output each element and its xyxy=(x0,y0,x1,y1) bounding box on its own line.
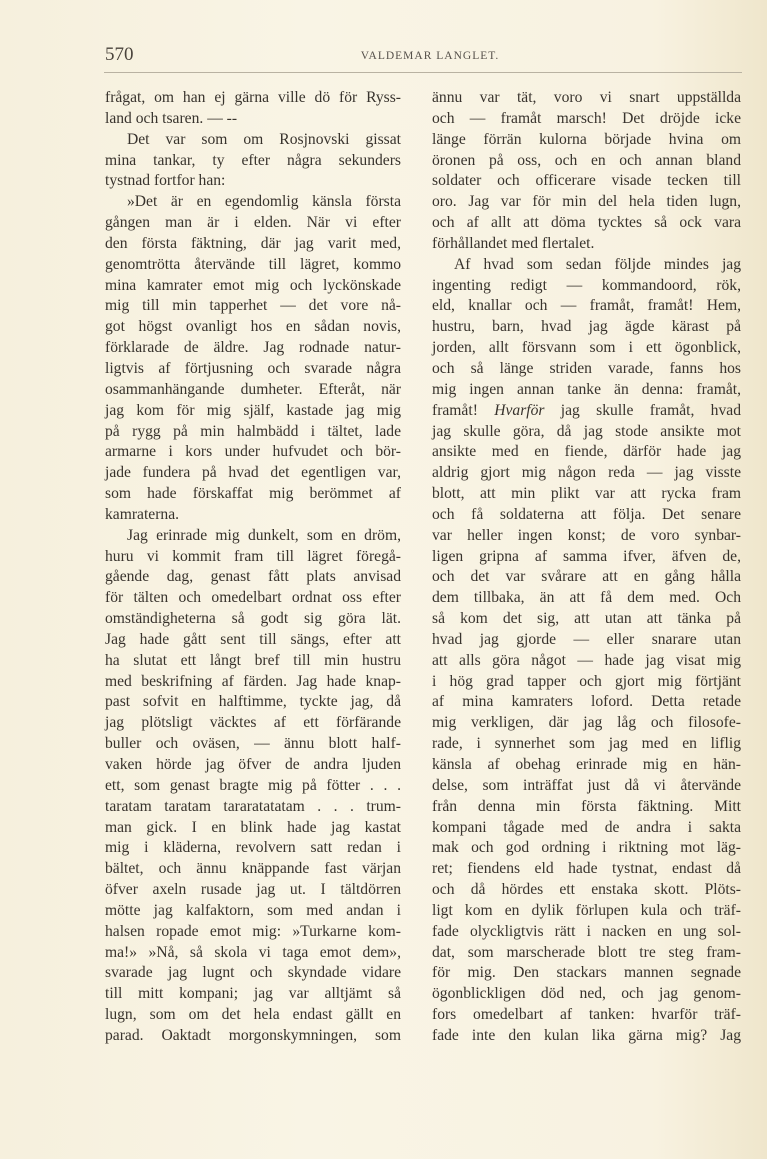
text-line: got högst ovanligt hos en sådan novis, xyxy=(105,318,401,336)
text-line: halsen ropade emot mig: »Turkarne kom- xyxy=(105,922,401,940)
header-rule xyxy=(104,72,742,73)
text-line: rade, i synnerhet som jag med en liflig xyxy=(432,735,741,753)
text-line: så kom det sig, att utan att tänka på xyxy=(432,610,741,628)
text-line: »Det är en egendomlig känsla första xyxy=(127,193,401,211)
text-line: tystnad fortfor han: xyxy=(105,172,226,190)
text-line: ligt kom en dylik förlupen kula och träf- xyxy=(432,901,741,919)
text-line: eld, knallar och — framåt, framåt! Hem, xyxy=(432,297,741,315)
text-line: Af hvad som sedan följde mindes jag xyxy=(454,255,741,273)
text-line: genomtrötta återvände till lägret, kommo xyxy=(105,255,401,273)
text-line: dem tillbaka, än att få dem med. Och xyxy=(432,589,741,607)
text-line: buller och oväsen, — ännu blott half- xyxy=(105,735,401,753)
text-line: öronen på oss, och en och annan bland xyxy=(432,151,741,169)
text-line: på rygg på min halmbädd i tältet, lade xyxy=(105,422,401,440)
text-line: förhållandet med flertalet. xyxy=(432,234,595,252)
text-line: ha slutat ett långt bref till min hustru xyxy=(105,651,401,669)
text-line: från denna min första fäktning. Mitt xyxy=(432,797,741,815)
text-line: ligen gripna af samma ifver, äfven de, xyxy=(432,547,741,565)
text-line: ögonblickligen död ned, och jag genom- xyxy=(432,985,741,1003)
text-line: länge förrän kulorna började hvina om xyxy=(432,130,741,148)
text-line: fade olyckligtvis rätt i nacken en ung sol- xyxy=(432,922,741,940)
text-line: ma!» »Nå, så skola vi taga emot dem», xyxy=(105,943,401,961)
text-line: land och tsaren. — -- xyxy=(105,109,238,127)
text-segment: framåt! xyxy=(432,401,495,419)
text-line: ett, som genast bragte mig på fötter . . . xyxy=(105,776,401,794)
text-line: delse, som inträffat just då vi återvände xyxy=(432,776,741,794)
text-line: och — framåt marsch! Det dröjde icke xyxy=(432,109,741,127)
text-line: ret; fiendens eld hade tystnat, endast då xyxy=(432,860,741,878)
text-line: med beskrifning af färden. Jag hade knap- xyxy=(105,672,401,690)
text-line: lugn, som om det hela endast gällt en xyxy=(105,1006,401,1024)
text-line: och få soldaterna att följa. Det senare xyxy=(432,505,741,523)
text-line: mig till min tapperhet — det vore nå- xyxy=(105,297,401,315)
text-line: parad. Oaktadt morgonskymningen, som xyxy=(105,1026,401,1044)
text-line: och så länge striden varade, fanns hos xyxy=(432,359,741,377)
text-line: omständigheterna så godt sig göra lät. xyxy=(105,610,401,628)
text-line: armarne i kors under hufvudet och bör- xyxy=(105,443,401,461)
text-line: fade inte den kulan lika gärna mig? Jag xyxy=(432,1026,741,1044)
text-line: soldater och officerare visade tecken till xyxy=(432,172,741,190)
text-line: för tälten och omedelbart ordnat oss efter xyxy=(105,589,401,607)
text-line: taratam taratam tararatatatam . . . trum- xyxy=(105,797,401,815)
text-line: öfver axeln rusade jag ut. I tältdörren xyxy=(105,881,401,899)
text-line: Det var som om Rosjnovski gissat xyxy=(127,130,401,148)
text-line: mig i kläderna, revolvern satt redan i xyxy=(105,839,401,857)
text-line: Jag hade gått sent till sängs, efter att xyxy=(105,630,401,648)
text-line: osammanhängande dumheter. Efteråt, när xyxy=(105,380,401,398)
right-column xyxy=(432,88,741,1047)
text-line: man gick. I en blink hade jag kastat xyxy=(105,818,401,836)
text-line: past sofvit en halftimme, tyckte jag, då xyxy=(105,693,401,711)
text-segment: jag skulle framåt, hvad xyxy=(544,401,741,419)
text-line: frågat, om han ej gärna ville dö för Ryss- xyxy=(105,89,401,106)
text-line: mina tankar, ty efter några sekunders xyxy=(105,151,401,169)
text-line: ingenting redigt — kommandoord, rök, xyxy=(432,276,741,294)
text-line: mig ingen annan tanke än denna: framåt, xyxy=(432,380,741,398)
text-line: blott, att min plikt var att rycka fram xyxy=(432,485,741,503)
text-line: fors omedelbart af tanken: hvarför träf- xyxy=(432,1006,741,1024)
text-line: och då hördes ett enstaka skott. Plöts- xyxy=(432,881,741,899)
text-line: mötte jag kalfaktorn, som med andan i xyxy=(105,901,401,919)
text-line: ännu var tät, voro vi snart uppställda xyxy=(432,89,741,106)
left-column xyxy=(105,88,401,1047)
text-line: förklarade de äldre. Jag rodnade natur- xyxy=(105,339,401,357)
text-line: jade fundera på hvad det egentligen var, xyxy=(105,464,401,482)
text-line: ligtvis af förtjusning och svarade några xyxy=(105,359,401,377)
text-line: hvad jag gjorde — eller snarare utan xyxy=(432,630,741,648)
text-line: jorden, allt försvann som i ett ögonblick, xyxy=(432,339,741,357)
text-line: mak och god ordning i riktning mot läg- xyxy=(432,839,741,857)
text-line: af mina kamraters loford. Detta retade xyxy=(432,693,741,711)
text-line: gående dag, genast fått plats anvisad xyxy=(105,568,401,586)
text-line: kamraterna. xyxy=(105,505,180,523)
italic-text: Hvarför xyxy=(494,401,545,419)
text-line: Jag erinrade mig dunkelt, som en dröm, xyxy=(127,526,401,544)
page-number: 570 xyxy=(105,44,134,65)
text-line: den första fäktning, där jag varit med, xyxy=(105,234,401,252)
text-line: huru vi kommit fram till lägret föregå- xyxy=(105,547,401,565)
text-line: att alls göra något — hade jag visat mig xyxy=(432,651,741,669)
text-line: jag kom för mig själf, kastade jag mig xyxy=(105,401,401,419)
text-line: var heller ingen konst; de voro synbar- xyxy=(432,526,741,544)
text-line: ansikte med en fiende, därför hade jag xyxy=(432,443,741,461)
text-line: till mitt kompani; jag var alltjämt så xyxy=(105,985,401,1003)
text-line: gången man är i elden. När vi efter xyxy=(105,214,401,232)
text-line: oro. Jag var för min del hela tiden lugn, xyxy=(432,193,741,211)
running-title: VALDEMAR LANGLET. xyxy=(360,50,500,62)
text-line: och det var svårare att en gång hålla xyxy=(432,568,741,586)
text-line xyxy=(432,401,741,422)
text-line: mina kamrater emot mig och lyckönskade xyxy=(105,276,401,294)
text-line: dat, som marscherade blott tre steg fram- xyxy=(432,943,741,961)
text-line: och af allt att döma tycktes så ock vara xyxy=(432,214,741,232)
text-line: för mig. Den stackars mannen segnade xyxy=(432,964,741,982)
text-line: mig verkligen, där jag låg och filosofe- xyxy=(432,714,741,732)
text-line: svarade jag lugnt och skyndade vidare xyxy=(105,964,401,982)
text-line: aldrig gjort mig någon reda — jag visste xyxy=(432,464,741,482)
text-line: jag plötsligt väcktes af ett förfärande xyxy=(105,714,401,732)
text-line: hustru, barn, hvad jag ägde kärast på xyxy=(432,318,741,336)
text-line: bältet, och ännu knäppande fast värjan xyxy=(105,860,401,878)
text-line: i hög grad tapper och gjort mig förtjänt xyxy=(432,672,741,690)
text-line: känsla af obehag erinrade mig en hän- xyxy=(432,756,741,773)
text-line: jag skulle göra, då jag stode ansikte mot xyxy=(432,422,741,440)
text-line: som hade förskaffat mig berömmet af xyxy=(105,485,401,503)
text-line: kompani tågade med de andra i sakta xyxy=(432,818,741,836)
text-line: vaken hörde jag öfver de andra ljuden xyxy=(105,756,401,773)
